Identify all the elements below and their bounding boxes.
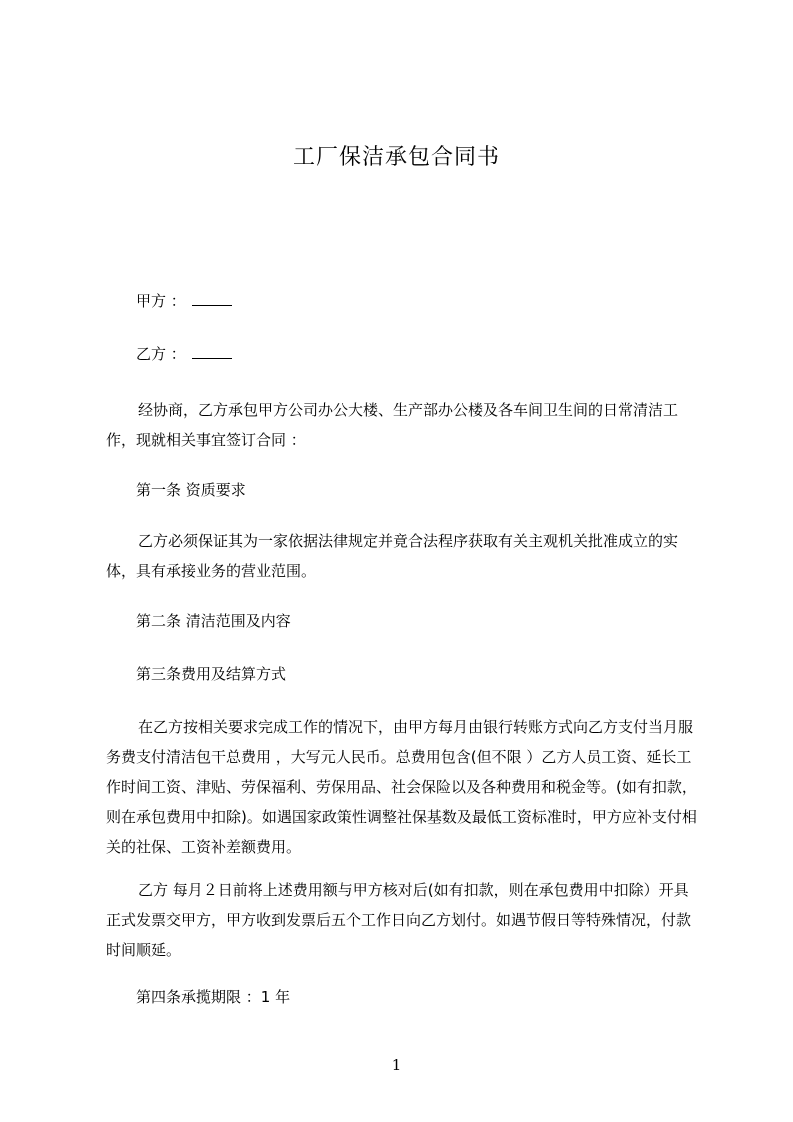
document-title: 工厂保洁承包合同书: [292, 145, 500, 170]
article3-paragraph-2: [106, 875, 700, 965]
article4-heading: 第四条承揽期限 ：1 年: [136, 988, 291, 1006]
party-a-blank: [192, 291, 232, 306]
article3-heading: 第三条费用及结算方式: [136, 665, 287, 683]
article1-text: 乙方必须保证其为一家依据法律规定并竟合法程序获取有关主观机关批准成立的实体，具有承接业务的营业范围。: [106, 532, 679, 580]
party-b-blank: [192, 344, 232, 359]
party-b-label: 乙方 ：: [136, 345, 186, 363]
article2-heading: 第二条 清洁范围及内容: [136, 612, 291, 630]
party-b-line: [136, 344, 232, 364]
article1-paragraph: [106, 526, 700, 586]
intro-text: 经协商，乙方承包甲方公司办公大楼、生产部办公楼及各车间卫生间的日常清洁工作，现就相关事宜签订合同 ：: [106, 401, 679, 449]
article3-paragraph-1: [106, 712, 700, 862]
article3-text-2: 乙方 每月２日前将上述费用额与甲方核对后(如有扣款，则在承包费用中扣除）开具正式发票交甲方，甲方收到发票后五个工作日向乙方划付。如遇节假日等特殊情况，付款时间顺延。: [106, 881, 692, 959]
article3-text-1: 在乙方按相关要求完成工作的情况下，由甲方每月由银行转账方式向乙方支付当月服务费支付清洁包干总费用 ，大写元人民币。总费用包含(但不限 ）乙方人员工资、延长工作时间工资、津贴、劳保福利、劳保用品、社会保险以及各种费用和税金等。(如有扣款，则在承包费用中扣除)。如遇国家政策性调整社保基数及最低工资标准时，甲方应补支付相关的社保、工资补差额费用。: [106, 718, 697, 856]
article1-heading: 第一条 资质要求: [136, 481, 246, 499]
party-a-line: [136, 291, 232, 311]
intro-paragraph: [106, 395, 700, 455]
party-a-label: 甲方 ：: [136, 292, 186, 310]
page-number: 1: [391, 1056, 402, 1074]
